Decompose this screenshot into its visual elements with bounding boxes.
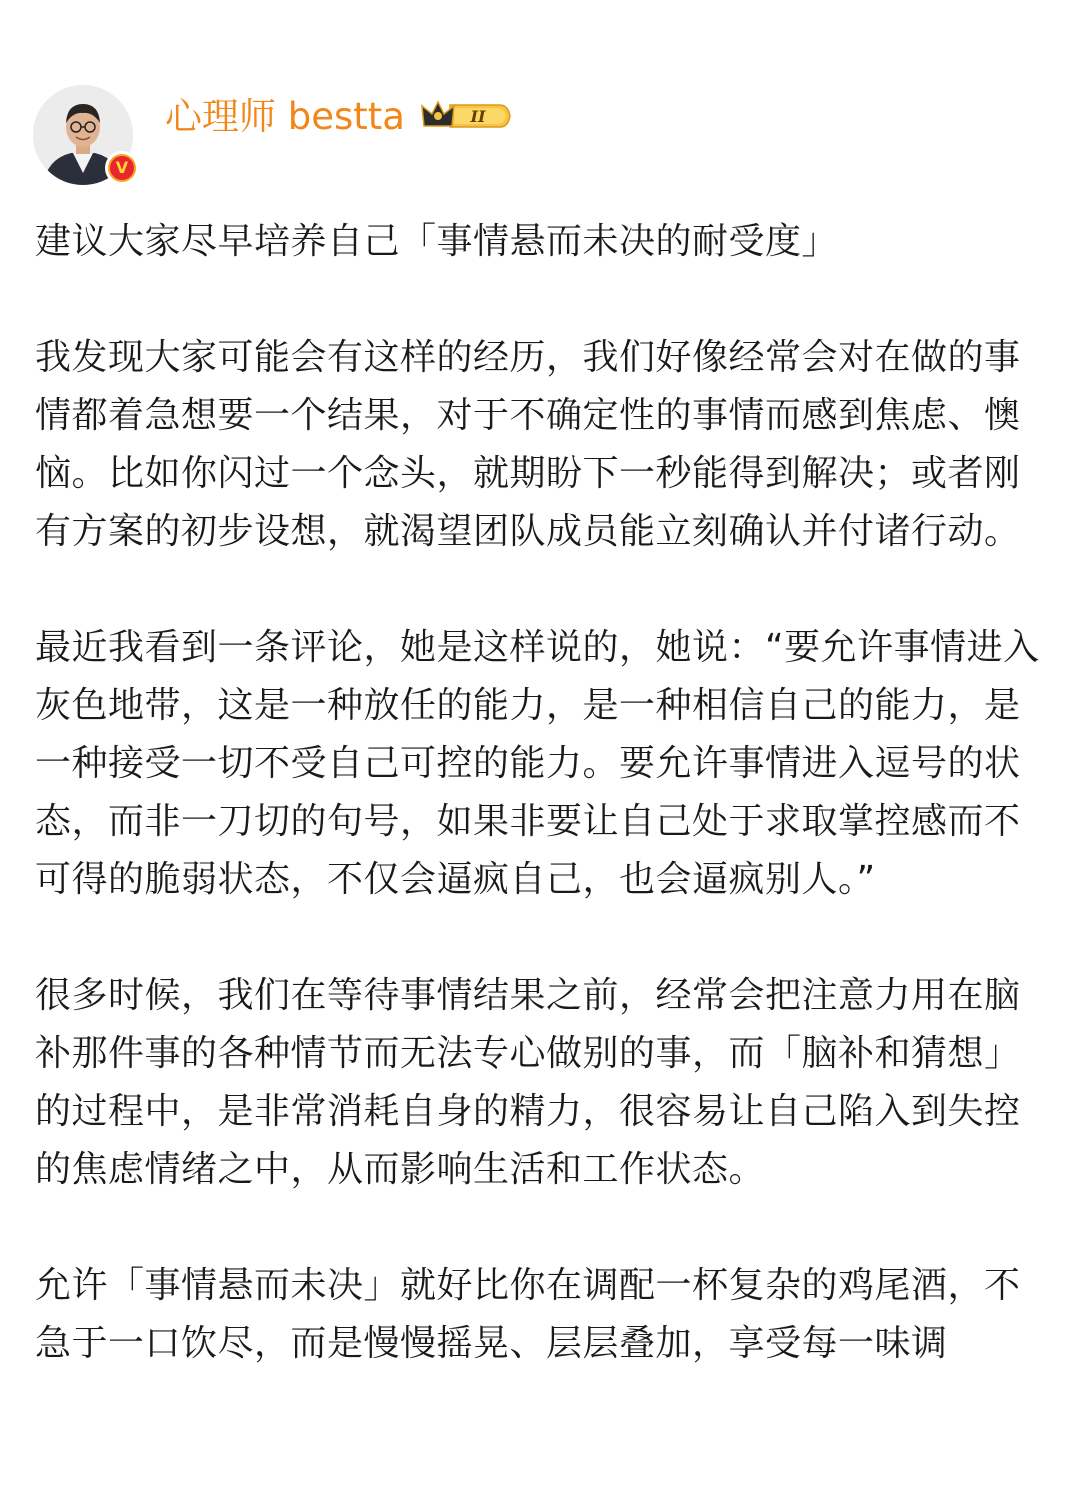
crown-icon[interactable] bbox=[420, 96, 512, 136]
post-paragraph: 很多时候，我们在等待事情结果之前，经常会把注意力用在脑补那件事的各种情节而无法专心做别的事，而「脑补和猜想」的过程中，是非常消耗自身的精力，很容易让自己陷入到失控的焦虑情绪之中，从而影响生活和工作状态。 bbox=[35, 975, 1021, 1190]
post-paragraph: 允许「事情悬而未决」就好比你在调配一杯复杂的鸡尾酒，不急于一口饮尽，而是慢慢摇晃、层层叠加，享受每一味调 bbox=[35, 1265, 1021, 1364]
post-paragraph: 我发现大家可能会有这样的经历，我们好像经常会对在做的事情都着急想要一个结果，对于不确定性的事情而感到焦虑、懊恼。比如你闪过一个念头，就期盼下一秒能得到解决；或者刚有方案的初步设想，就渴望团队成员能立刻确认并付诸行动。 bbox=[35, 337, 1021, 552]
verified-badge-icon bbox=[105, 151, 139, 185]
post-title-paragraph: 建议大家尽早培养自己「事情悬而未决的耐受度」 bbox=[35, 221, 839, 262]
post-body bbox=[35, 213, 1047, 1431]
post-paragraph: 最近我看到一条评论，她是这样说的，她说：“要允许事情进入灰色地带，这是一种放任的能力，是一种相信自己的能力，是一种接受一切不受自己可控的能力。要允许事情进入逗号的状态，而非一刀切的句号，如果非要让自己处于求取掌控感而不可得的脆弱状态，不仅会逼疯自己，也会逼疯别人。” bbox=[35, 627, 1040, 900]
level-badge-text: II bbox=[470, 107, 486, 126]
post-header bbox=[0, 0, 1080, 200]
username[interactable]: 心理师 bestta bbox=[165, 95, 405, 138]
avatar[interactable] bbox=[33, 85, 133, 185]
verified-mark: V bbox=[110, 156, 134, 180]
